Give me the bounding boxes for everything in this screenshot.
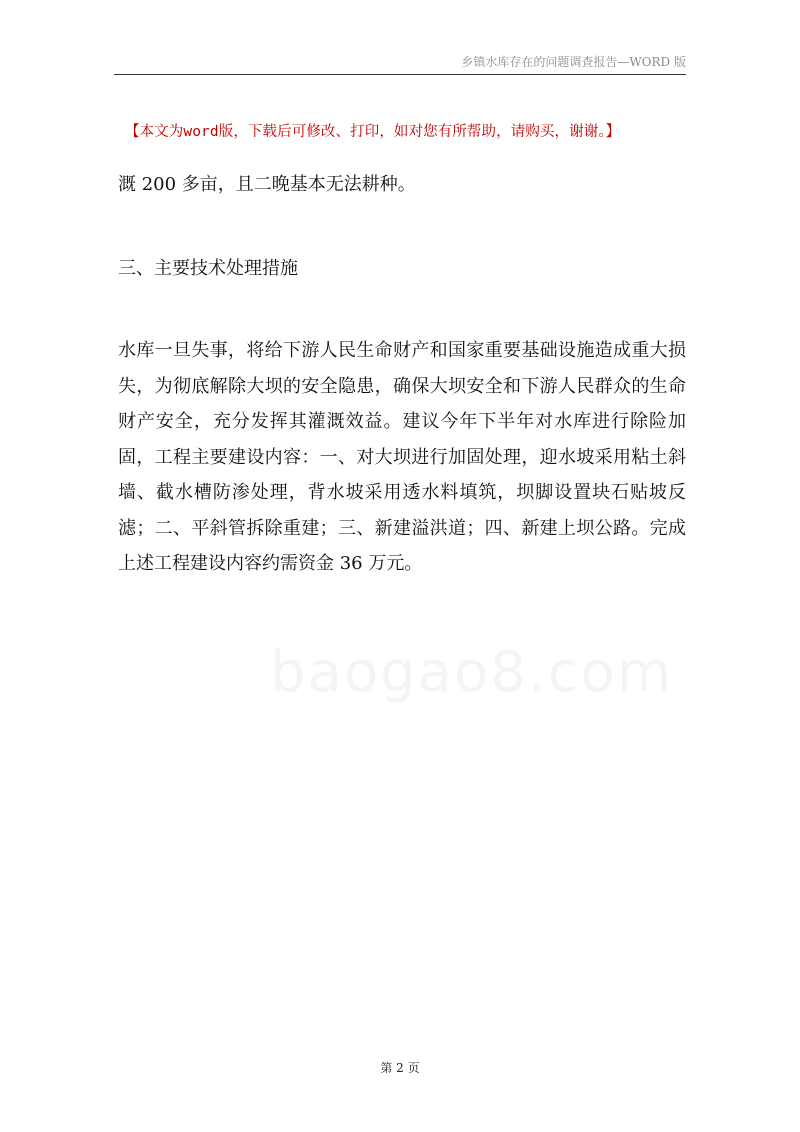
header-divider — [114, 74, 686, 75]
download-notice: 【本文为word版，下载后可修改、打印，如对您有所帮助，请购买，谢谢。】 — [125, 124, 621, 140]
body-paragraph: 水库一旦失事，将给下游人民生命财产和国家重要基础设施造成重大损失，为彻底解除大坝的安全隐患，确保大坝安全和下游人民群众的生命财产安全，充分发挥其灌溉效益。建议今年下半年对水库进行除险加固，工程主要建设内容：一、对大坝进行加固处理，迎水坡采用粘土斜墙、截水槽防渗处理，背水坡采用透水料填筑，坝脚设置块石贴坡反滤；二、平斜管拆除重建；三、新建溢洪道；四、新建上坝公路。完成上述工程建设内容约需资金 36 万元。 — [118, 340, 686, 574]
section-heading: 三、主要技术处理措施 — [118, 258, 298, 279]
body-paragraph-continued: 溉 200 多亩，且二晚基本无法耕种。 — [118, 174, 416, 195]
page-number: 第 2 页 — [380, 1061, 420, 1075]
header-title: 乡镇水库存在的问题调查报告—WORD 版 — [461, 55, 686, 69]
watermark — [270, 640, 630, 705]
